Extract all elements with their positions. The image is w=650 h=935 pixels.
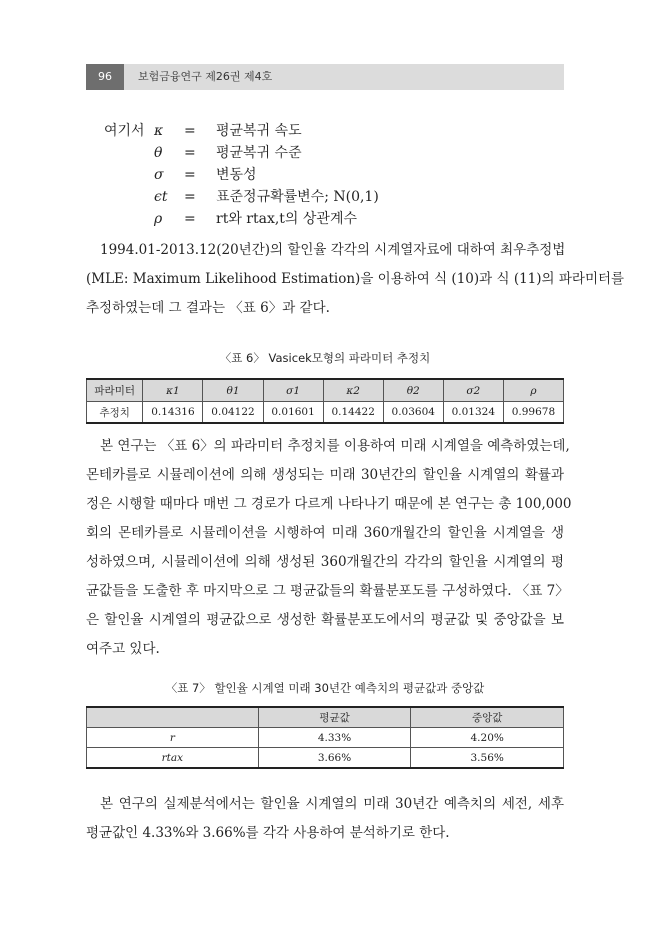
text-line: 본 연구는 〈표 6〉의 파라미터 추정치를 이용하여 미래 시계열을 예측하였는데,	[100, 438, 570, 454]
text-line: 성하였으며, 시뮬레이션에 의해 생성된 360개월간의 각각의 할인율 시계열의 평	[86, 554, 564, 570]
definition-symbol: ϵt	[154, 189, 168, 205]
journal-title: 보험금융연구 제26권 제4호	[138, 70, 273, 83]
table-header-row	[87, 707, 564, 728]
table-cell: 0.14422	[323, 402, 383, 424]
definition-equals: =	[184, 189, 196, 205]
table-cell: 3.56%	[411, 748, 564, 769]
table-header-row	[87, 379, 564, 402]
table-row-label: r	[87, 728, 259, 748]
running-header	[86, 64, 564, 90]
page-number: 96	[86, 64, 124, 90]
table7-caption: 〈표 7〉 할인율 시계열 미래 30년간 예측치의 평균값과 중앙값	[165, 681, 485, 695]
text-line: 회의 몬테카를로 시뮬레이션을 시행하여 미래 360개월간의 할인율 시계열을 생	[86, 525, 564, 541]
definition-description: rt와 rtax,t의 상관계수	[216, 211, 357, 227]
table-header-cell: ρ	[503, 379, 563, 402]
table-cell: 0.04122	[203, 402, 263, 424]
definition-symbol: σ	[154, 167, 164, 183]
table-header-cell: κ2	[323, 379, 383, 402]
table-header-cell: 중앙값	[411, 707, 564, 728]
definitions-prefix: 여기서	[104, 123, 145, 139]
text-line: 몬테카를로 시뮬레이션에 의해 생성되는 미래 30년간의 할인율 시계열의 확률과	[86, 467, 564, 483]
table-header-cell: κ1	[143, 379, 203, 402]
definition-equals: =	[184, 211, 196, 227]
definition-symbol: ρ	[154, 211, 163, 227]
table-cell: 0.03604	[383, 402, 443, 424]
text-line: 1994.01-2013.12(20년간)의 할인율 각각의 시계열자료에 대하여 최우추정법	[100, 242, 566, 258]
table-forecast-mean-median	[86, 706, 564, 769]
definition-description: 변동성	[216, 167, 257, 183]
definition-description: 평균복귀 속도	[216, 123, 302, 139]
table-header-cell: θ2	[383, 379, 443, 402]
table-row	[87, 728, 564, 748]
paragraph-conclusion	[86, 790, 564, 848]
definition-symbol: θ	[154, 145, 163, 161]
table-header-cell: σ2	[443, 379, 503, 402]
table-cell: 4.33%	[258, 728, 411, 748]
table-header-cell	[87, 707, 259, 728]
table-cell: 3.66%	[258, 748, 411, 769]
table-cell: 4.20%	[411, 728, 564, 748]
table-row-label: 추정치	[87, 402, 143, 424]
text-line: 추정하였는데 그 결과는 〈표 6〉과 같다.	[86, 300, 330, 316]
paragraph-simulation	[86, 432, 572, 664]
table-cell: 0.14316	[143, 402, 203, 424]
table-row	[87, 748, 564, 769]
table6-caption: 〈표 6〉 Vasicek모형의 파라미터 추정치	[219, 351, 431, 365]
table-header-cell: 파라미터	[87, 379, 143, 402]
table-header-cell: θ1	[203, 379, 263, 402]
definition-equals: =	[184, 145, 196, 161]
definition-symbol: κ	[154, 123, 164, 139]
table-header-cell: σ1	[263, 379, 323, 402]
text-line: 평균값인 4.33%와 3.66%를 각각 사용하여 분석하기로 한다.	[86, 825, 450, 841]
text-line: 본 연구의 실제분석에서는 할인율 시계열의 미래 30년간 예측치의 세전, 세후	[100, 796, 564, 812]
text-line: 균값들을 도출한 후 마지막으로 그 평균값들의 확률분포도를 구성하였다. 〈표 7〉	[86, 583, 569, 599]
text-line: 정은 시행할 때마다 매번 그 경로가 다르게 나타나기 때문에 본 연구는 총 100,000	[86, 496, 572, 512]
table-header-cell: 평균값	[258, 707, 411, 728]
text-line: 여주고 있다.	[86, 641, 160, 657]
definition-equals: =	[184, 167, 196, 183]
table-row	[87, 402, 564, 424]
table-vasicek-parameters	[86, 378, 564, 424]
text-line: (MLE: Maximum Likelihood Estimation)을 이용하여 식 (10)과 식 (11)의 파라미터를	[86, 271, 625, 287]
definition-equals: =	[184, 123, 196, 139]
text-line: 은 할인율 시계열의 평균값으로 생성한 확률분포도에서의 평균값 및 중앙값을 보	[86, 612, 564, 628]
table-row-label: rtax	[87, 748, 259, 769]
table-cell: 0.01601	[263, 402, 323, 424]
table-cell: 0.99678	[503, 402, 563, 424]
definition-description: 표준정규확률변수; N(0,1)	[216, 189, 379, 205]
definition-description: 평균복귀 수준	[216, 145, 302, 161]
table-cell: 0.01324	[443, 402, 503, 424]
paragraph-mle	[86, 236, 625, 323]
